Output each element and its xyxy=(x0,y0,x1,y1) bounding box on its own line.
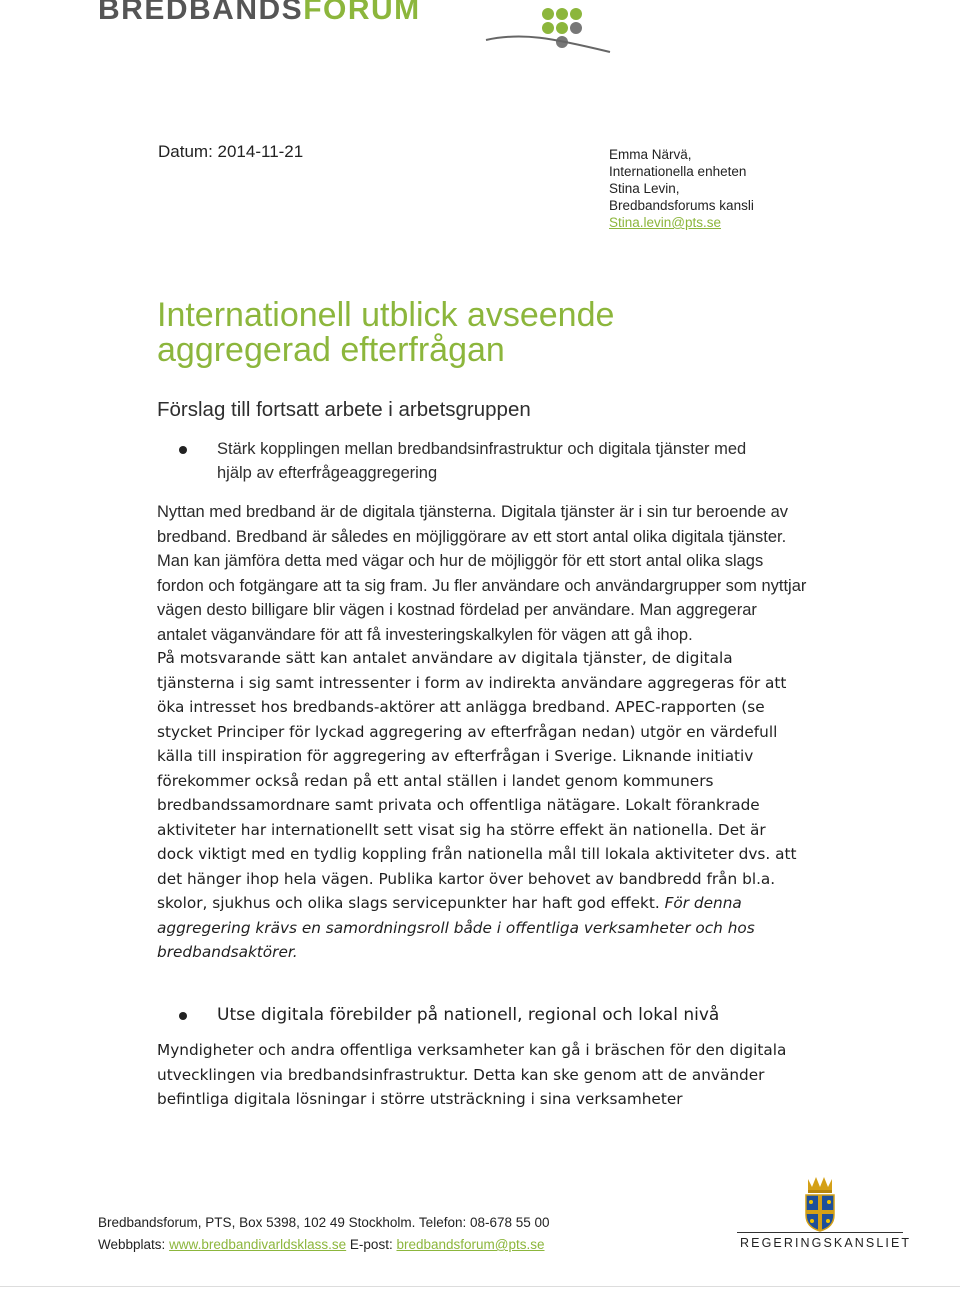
bullet-text: Stärk kopplingen mellan bredbandsinfrastruktur och digitala tjänster med hjälp av efterfrågeaggregering xyxy=(217,440,747,482)
logo-text-forum: FORUM xyxy=(303,0,421,26)
logo-text-bredbands: BREDBANDS xyxy=(98,0,304,26)
title-line-1: Internationell utblick avseende xyxy=(157,296,615,334)
contact-block xyxy=(609,146,754,231)
paragraph-text: På motsvarande sätt kan antalet användare av digitala tjänster, de digitala tjänsterna i sig samt intressenter i form av indirekta användare aggregeras för att öka intresset hos bredbands-aktörer att anlägga bredband. APEC-rapporten (se stycket Principer för lyckad aggregering av efterfrågan nedan) utgör en värdefull källa till inspiration för aggregering av efterfrågan i Sverige. Liknande initiativ förekommer också redan på ett antal ställen i landet genom kommuners bredbandssamordnare samt privata och offentliga nätägare. Lokalt förankrade aktiviteter har internationellt sett visat sig ha större effekt än nationella. Det är dock viktigt med en tydlig koppling från nationella mål till lokala aktiviteter dvs. att det hänger ihop hela vägen. Publika kartor över behovet av bandbredd från bl.a. skolor, sjukhus och olika slags servicepunkter har haft god effekt. xyxy=(157,649,797,912)
bullet-icon xyxy=(179,1012,187,1020)
bullet-item xyxy=(217,437,777,485)
footer xyxy=(98,1212,550,1256)
email-link[interactable]: bredbandsforum@pts.se xyxy=(396,1237,545,1252)
footer-address: Bredbandsforum, PTS, Box 5398, 102 49 Stockholm. Telefon: 08-678 55 00 xyxy=(98,1215,550,1230)
leaf-logo-icon xyxy=(482,4,612,58)
title-line-2: aggregerad efterfrågan xyxy=(157,331,505,369)
body-paragraph: Nyttan med bredband är de digitala tjänsterna. Digitala tjänster är i sin tur beroende av bredband. Bredband är således en möjliggörare av ett stort antal olika digitala tjänster. Man kan jämföra detta med vägar och hur de möjliggör för ett stort antal olika slags fordon och fotgängare att ta sig fram. Ju fler användare och användargrupper som nyttjar vägen desto billigare blir vägen i kostnad fördelad per användare. Man aggregerar antalet väganvändare för att få investeringskalkylen för vägen att gå ihop. xyxy=(157,503,807,644)
contact-line: Bredbandsforums kansli xyxy=(609,198,754,213)
swedish-crest-icon xyxy=(800,1175,840,1233)
body-paragraph: Myndigheter och andra offentliga verksamheter kan gå i bräschen för den digitala utvecklingen via bredbandsinfrastruktur. Detta kan ske genom att de använder befintliga digitala lösningar i större utsträckning i sina verksamheter xyxy=(157,1041,787,1108)
website-label: Webbplats: xyxy=(98,1237,166,1252)
contact-line: Emma Närvä, xyxy=(609,147,692,162)
paragraph-italic-text: För denna aggregering krävs en samordningsroll både i offentliga verksamheter och hos bredbandsaktörer. xyxy=(157,894,755,961)
contact-line: Stina Levin, xyxy=(609,181,680,196)
body-paragraph xyxy=(157,646,802,965)
document-date: Datum: 2014-11-21 xyxy=(158,142,304,161)
website-link[interactable]: www.bredbandivarldsklass.se xyxy=(169,1237,347,1252)
section-heading: Förslag till fortsatt arbete i arbetsgruppen xyxy=(157,398,531,421)
email-label: E-post: xyxy=(349,1237,393,1252)
regeringskansliet-logo: REGERINGSKANSLIET xyxy=(740,1236,912,1250)
footer-links xyxy=(98,1234,550,1256)
contact-line: Internationella enheten xyxy=(609,164,747,179)
contact-email-link[interactable]: Stina.levin@pts.se xyxy=(609,215,722,230)
bredbandsforum-logo xyxy=(98,0,421,26)
bullet-text: Utse digitala förebilder på nationell, regional och lokal nivå xyxy=(217,1005,720,1025)
bullet-icon xyxy=(179,446,187,454)
bullet-item xyxy=(217,1002,719,1028)
document-title xyxy=(157,298,857,368)
gov-logo-rule xyxy=(737,1232,903,1233)
page-divider xyxy=(0,1286,960,1287)
